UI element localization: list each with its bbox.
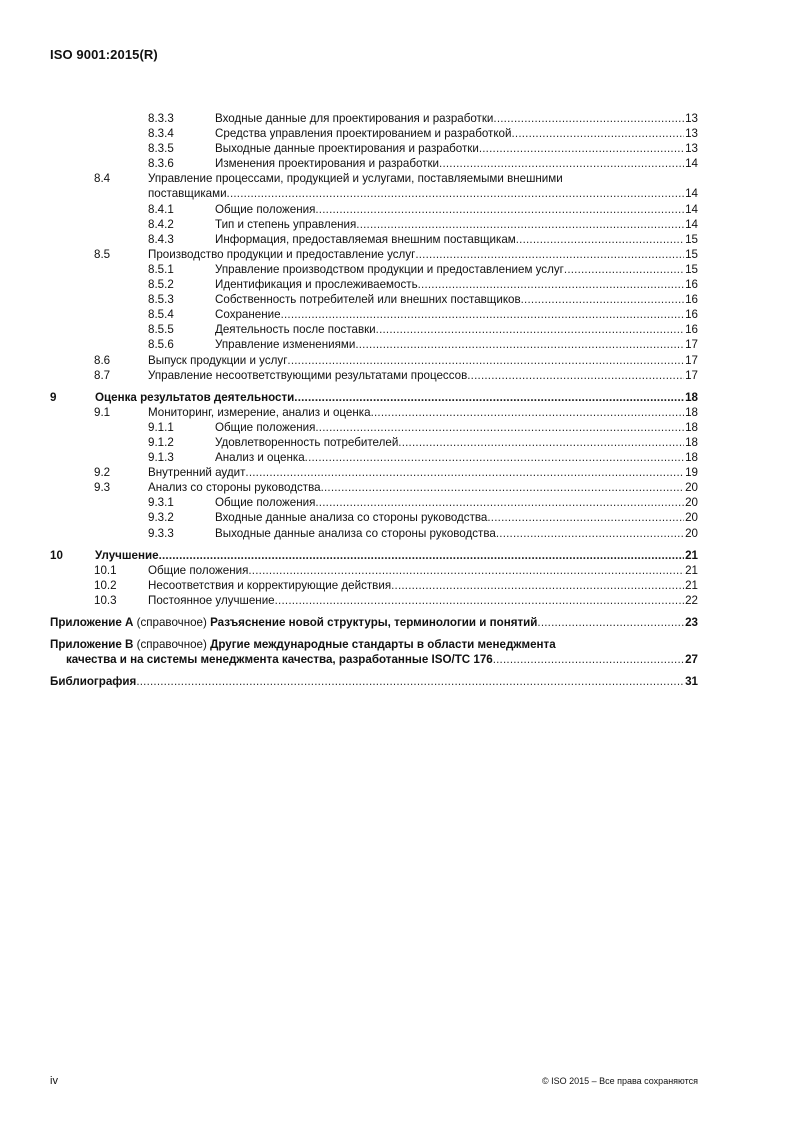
- leader-dots: [245, 465, 684, 480]
- leader-dots: [294, 390, 684, 405]
- toc-entry-8-5-6[interactable]: [50, 337, 698, 352]
- toc-title: Улучшение: [95, 548, 159, 562]
- toc-page: 17: [685, 368, 698, 382]
- annex-title-line2: качества и на системы менеджмента качества, разработанные ISO/TC 176: [66, 653, 493, 667]
- leader-dots: [356, 217, 684, 232]
- leader-dots: [439, 156, 684, 171]
- toc-entry-8-4-2[interactable]: [50, 217, 698, 232]
- leader-dots: [376, 322, 684, 337]
- toc-entry-8-5-1[interactable]: [50, 262, 698, 277]
- toc-entry-8-5-5[interactable]: [50, 322, 698, 337]
- toc-entry-10-3[interactable]: [50, 593, 698, 608]
- toc-title: Деятельность после поставки: [215, 323, 376, 337]
- bibliography-title: Библиография: [50, 675, 137, 689]
- toc-number: 9.1.1: [148, 420, 174, 434]
- leader-dots: [521, 292, 684, 307]
- toc-entry-annex-b-continued[interactable]: [50, 652, 698, 667]
- toc-entry-9-3-2[interactable]: [50, 510, 698, 525]
- toc-number: 8.5.5: [148, 323, 174, 337]
- toc-title: Собственность потребителей или внешних поставщиков: [215, 293, 521, 307]
- leader-dots: [415, 247, 684, 262]
- toc-entry-9-1[interactable]: [50, 405, 698, 420]
- toc-number: 10: [50, 548, 63, 562]
- toc-entry-8-4-continued[interactable]: [50, 186, 698, 201]
- toc-entry-9-3-1[interactable]: [50, 495, 698, 510]
- toc-page: 15: [685, 232, 698, 246]
- toc-page: 14: [685, 157, 698, 171]
- toc-number: 10.2: [94, 578, 117, 592]
- toc-title: Постоянное улучшение: [148, 593, 275, 607]
- toc-title: Внутренний аудит: [148, 466, 246, 480]
- leader-dots: [516, 232, 684, 247]
- toc-entry-8-3-6[interactable]: [50, 156, 698, 171]
- toc-number: 8.5.3: [148, 293, 174, 307]
- toc-page: 20: [685, 526, 698, 540]
- toc-page: 21: [685, 578, 698, 592]
- toc-page: 13: [685, 112, 698, 125]
- toc-number: 8.3.6: [148, 157, 174, 171]
- toc-page: 18: [685, 451, 698, 465]
- toc-entry-10-1[interactable]: [50, 563, 698, 578]
- leader-dots: [275, 593, 684, 608]
- toc-number: 9.1.3: [148, 451, 174, 465]
- leader-dots: [355, 337, 684, 352]
- toc-page: 20: [685, 481, 698, 495]
- leader-dots: [511, 126, 684, 141]
- toc-page: 15: [685, 262, 698, 276]
- toc-entry-annex-a[interactable]: [50, 615, 698, 630]
- toc-number: 8.5: [94, 247, 111, 261]
- leader-dots: [398, 435, 684, 450]
- toc-page: 21: [685, 548, 698, 562]
- toc-number: 8.3.5: [148, 142, 174, 156]
- toc-page: 20: [685, 496, 698, 510]
- toc-entry-9-1-1[interactable]: [50, 420, 698, 435]
- toc-title: Несоответствия и корректирующие действия: [148, 578, 392, 592]
- leader-dots: [371, 405, 684, 420]
- toc-title: Управление несоответствующими результатами процессов: [148, 368, 468, 382]
- toc-page: 16: [685, 308, 698, 322]
- leader-dots: [136, 674, 684, 689]
- leader-dots: [321, 480, 684, 495]
- toc-page: 14: [685, 202, 698, 216]
- toc-entry-8-5-2[interactable]: [50, 277, 698, 292]
- toc-page: 16: [685, 293, 698, 307]
- page-number: iv: [50, 1075, 58, 1087]
- toc-number: 10.1: [94, 563, 117, 577]
- toc-page: 22: [685, 593, 698, 607]
- copyright-notice: © ISO 2015 – Все права сохраняются: [541, 1076, 698, 1086]
- toc-page: 15: [685, 247, 698, 261]
- toc-entry-8-4[interactable]: [50, 171, 698, 186]
- toc-number: 8.3.3: [148, 112, 174, 125]
- toc-entry-9-1-2[interactable]: [50, 435, 698, 450]
- toc-number: 8.3.4: [148, 127, 174, 141]
- toc-title: Выходные данные проектирования и разработки: [215, 142, 479, 156]
- toc-entry-annex-b[interactable]: [50, 637, 698, 652]
- toc-title: Производство продукции и предоставление услуг: [148, 247, 416, 261]
- toc-number: 8.4.2: [148, 217, 174, 231]
- toc-entry-9[interactable]: [50, 390, 698, 405]
- leader-dots: [315, 420, 684, 435]
- toc-page: 31: [685, 675, 698, 689]
- toc-number: 8.5.1: [148, 262, 174, 276]
- toc-page: 23: [685, 616, 698, 629]
- toc-number: 9.1: [94, 405, 111, 419]
- toc-number: 9: [50, 390, 57, 404]
- leader-dots: [305, 450, 684, 465]
- leader-dots: [537, 615, 684, 630]
- leader-dots: [391, 578, 684, 593]
- toc-title: Изменения проектирования и разработки: [215, 157, 440, 171]
- toc-page: 18: [685, 420, 698, 434]
- toc-page: 20: [685, 511, 698, 525]
- table-of-contents: [50, 111, 698, 689]
- toc-number: 9.3: [94, 481, 111, 495]
- toc-number: 8.4.3: [148, 232, 174, 246]
- annex-note: (справочное): [133, 638, 211, 652]
- toc-title: Идентификация и прослеживаемость: [215, 278, 418, 292]
- toc-number: 10.3: [94, 593, 117, 607]
- toc-entry-8-5-3[interactable]: [50, 292, 698, 307]
- toc-page: 16: [685, 278, 698, 292]
- toc-page: 18: [685, 435, 698, 449]
- toc-title: Информация, предоставляемая внешним поставщикам: [215, 232, 516, 246]
- toc-entry-8-4-3[interactable]: [50, 232, 698, 247]
- leader-dots: [487, 510, 684, 525]
- toc-title: Анализ со стороны руководства: [148, 481, 321, 495]
- toc-page: 13: [685, 142, 698, 156]
- toc-title: Выпуск продукции и услуг: [148, 353, 288, 367]
- toc-entry-8-7[interactable]: [50, 368, 698, 383]
- toc-number: 8.4.1: [148, 202, 174, 216]
- toc-page: 18: [685, 405, 698, 419]
- toc-page: 17: [685, 338, 698, 352]
- toc-title: Входные данные анализа со стороны руководства: [215, 511, 488, 525]
- annex-title-line1: Другие международные стандарты в области менеджмента: [210, 638, 556, 652]
- toc-entry-8-3-3[interactable]: [50, 111, 698, 126]
- toc-title: Общие положения: [215, 420, 316, 434]
- toc-title-line2: поставщиками: [148, 187, 227, 201]
- toc-page: 13: [685, 127, 698, 141]
- toc-entry-10-2[interactable]: [50, 578, 698, 593]
- leader-dots: [493, 652, 684, 667]
- toc-entry-9-3-3[interactable]: [50, 526, 698, 541]
- leader-dots: [467, 368, 684, 383]
- leader-dots: [315, 202, 684, 217]
- toc-entry-8-3-4[interactable]: [50, 126, 698, 141]
- toc-entry-9-2[interactable]: [50, 465, 698, 480]
- leader-dots: [315, 495, 684, 510]
- toc-number: 8.5.2: [148, 278, 174, 292]
- toc-number: 9.1.2: [148, 435, 174, 449]
- leader-dots: [287, 353, 684, 368]
- leader-dots: [281, 307, 684, 322]
- toc-title: Входные данные для проектирования и разработки: [215, 112, 494, 125]
- toc-title: Удовлетворенность потребителей: [215, 435, 399, 449]
- annex-note: (справочное): [133, 616, 211, 629]
- toc-title: Общие положения: [215, 496, 316, 510]
- toc-entry-8-5[interactable]: [50, 247, 698, 262]
- toc-title: Сохранение: [215, 308, 281, 322]
- toc-number: 8.6: [94, 353, 111, 367]
- leader-dots: [496, 526, 684, 541]
- toc-number: 9.2: [94, 466, 111, 480]
- toc-entry-10[interactable]: [50, 548, 698, 563]
- toc-entry-8-6[interactable]: [50, 353, 698, 368]
- toc-page: 14: [685, 217, 698, 231]
- leader-dots: [248, 563, 684, 578]
- leader-dots: [493, 111, 684, 126]
- toc-page: 16: [685, 323, 698, 337]
- toc-entry-8-3-5[interactable]: [50, 141, 698, 156]
- toc-title: Мониторинг, измерение, анализ и оценка: [148, 405, 371, 419]
- document-header: ISO 9001:2015(R): [50, 47, 158, 62]
- toc-number: 8.7: [94, 368, 111, 382]
- annex-title: Разъяснение новой структуры, терминологии и понятий: [210, 616, 538, 629]
- toc-number: 8.5.4: [148, 308, 174, 322]
- toc-title: Управление изменениями: [215, 338, 356, 352]
- toc-number: 9.3.1: [148, 496, 174, 510]
- toc-number: 8.5.6: [148, 338, 174, 352]
- toc-page: 19: [685, 466, 698, 480]
- toc-number: 9.3.2: [148, 511, 174, 525]
- toc-title: Оценка результатов деятельности: [95, 390, 295, 404]
- leader-dots: [564, 262, 684, 277]
- toc-number: 8.4: [94, 172, 111, 186]
- leader-dots: [159, 548, 684, 563]
- toc-title: Управление производством продукции и предоставлением услуг: [215, 262, 564, 276]
- toc-title: Тип и степень управления: [215, 217, 357, 231]
- toc-entry-9-3[interactable]: [50, 480, 698, 495]
- annex-label: Приложение B: [50, 638, 134, 652]
- toc-title: Анализ и оценка: [215, 451, 305, 465]
- toc-page: 21: [685, 563, 698, 577]
- toc-title: Выходные данные анализа со стороны руководства: [215, 526, 496, 540]
- toc-entry-bibliography[interactable]: [50, 674, 698, 689]
- toc-entry-8-4-1[interactable]: [50, 202, 698, 217]
- annex-label: Приложение A: [50, 616, 134, 629]
- toc-entry-9-1-3[interactable]: [50, 450, 698, 465]
- toc-title: Средства управления проектированием и разработкой: [215, 127, 512, 141]
- toc-entry-8-5-4[interactable]: [50, 307, 698, 322]
- leader-dots: [479, 141, 684, 156]
- leader-dots: [418, 277, 684, 292]
- toc-page: 17: [685, 353, 698, 367]
- toc-title: Общие положения: [148, 563, 249, 577]
- toc-title: Общие положения: [215, 202, 316, 216]
- toc-page: 27: [685, 653, 698, 667]
- leader-dots: [227, 186, 684, 201]
- toc-page: 18: [685, 390, 698, 404]
- toc-page: 14: [685, 187, 698, 201]
- toc-title-line1: Управление процессами, продукцией и услугами, поставляемыми внешними: [148, 172, 563, 186]
- toc-number: 9.3.3: [148, 526, 174, 540]
